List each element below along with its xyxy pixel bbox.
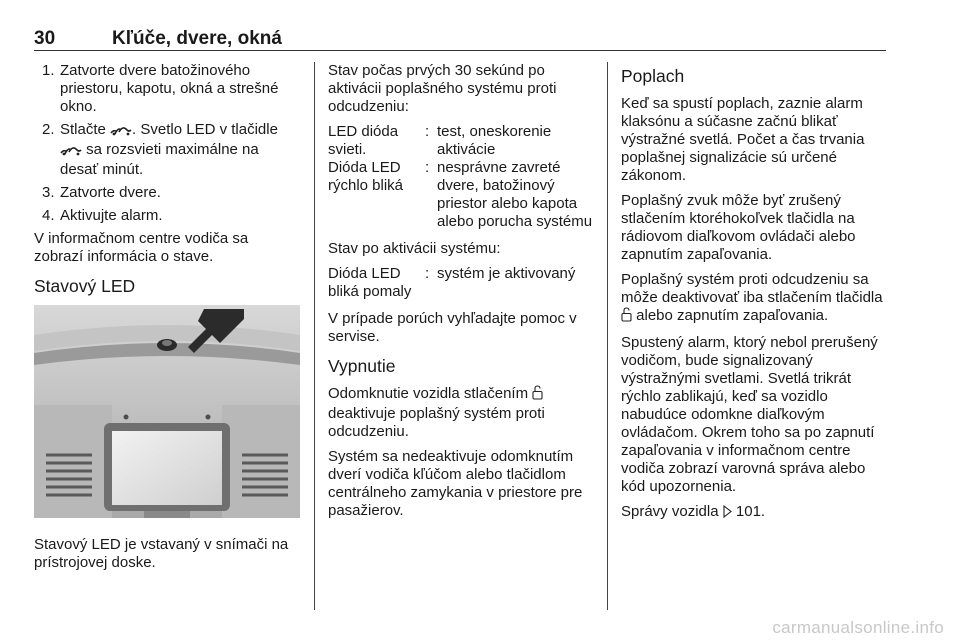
status-term: Dióda LED bliká pomaly [328,265,412,300]
step-text: Zatvorte dvere batožinového priestoru, kapotu, okná a strešné okno. [60,62,279,115]
alarm-deactivate-paragraph: Poplašný systém proti odcudzeniu sa môže deaktivovať iba stlačením tlačidla alebo zapnutím zapaľovania. [621,271,887,327]
section-heading-led: Stavový LED [34,276,136,296]
table-row: Dióda LED bliká pomaly : systém je aktivovaný [328,265,594,301]
led-status-table [328,123,594,231]
alarm-signal-paragraph: Spustený alarm, ktorý nebol prerušený vodičom, bude signalizovaný výstražnými svetlami. Svetlá trikrát rýchlo zablikajú, keď sa vozidlo nabudúce odomkne diaľkovým ovládačom. Okrem toho sa po zapnutí zapaľovania v informačnom centre vodiča zobrazí varovná správa alebo kód upozornenia. [621,334,878,495]
list-item: 4. Aktivujte alarm. [42,207,163,224]
column-divider [314,62,315,610]
after-activation-label: Stav po aktivácii systému: [328,240,501,257]
column-divider [607,62,608,610]
steps-list [34,62,300,225]
key-unlock-paragraph: Systém sa nedeaktivuje odomknutím dverí vodiča kľúčom alebo tlačidlom centrálneho zamykania v priestore pre pasažierov. [328,448,583,519]
led-status-after-table [328,265,594,301]
page-reference-arrow-icon [723,505,732,523]
table-row: Dióda LED rýchlo bliká : nesprávne zavreté dvere, batožinový priestor alebo kapota alebo porucha systému [328,159,593,230]
alarm-paragraph: Keď sa spustí poplach, zaznie alarm klaksónu a súčasne začnú blikať výstražné svetlá. Počet a čas trvania poplašnej signalizácie sú určené zákonom. [621,95,865,184]
list-item: 2. Stlačte . Svetlo LED v tlačidle sa rozsvieti maximálne na desať minút. [42,121,278,178]
status-intro: Stav počas prvých 30 sekúnd po aktivácii poplašného systému proti odcudzeniu: [328,62,557,115]
unlock-icon [621,307,632,327]
column-right [621,62,887,530]
photo-caption: Stavový LED je vstavaný v snímači na prístrojovej doske. [34,536,289,571]
service-paragraph: V prípade porúch vyhľadajte pomoc v servise. [328,310,577,345]
unlock-paragraph: Odomknutie vozidla stlačením deaktivuje poplašný systém proti odcudzeniu. [328,385,545,440]
list-item: 3. Zatvorte dvere. [42,184,161,201]
section-heading-alarm: Poplach [621,66,685,86]
table-row: LED dióda svieti. : test, oneskorenie aktivácie [328,123,594,159]
column-left [34,62,300,579]
header-divider [34,50,886,51]
status-term: LED dióda svieti. [328,123,399,158]
car-remote-signal-icon [60,143,82,161]
vehicle-messages-reference: Správy vozidla 101. [621,503,887,523]
list-item: 1. Zatvorte dvere batožinového priestoru, kapotu, okná a strešné okno. [42,62,279,115]
page-header [34,28,886,52]
status-desc: systém je aktivovaný [437,265,576,282]
status-desc: test, oneskorenie aktivácie [437,123,552,158]
section-heading-disable: Vypnutie [328,356,396,376]
status-desc: nesprávne zavreté dvere, batožinový priestor alebo kapota alebo porucha systému [437,159,593,230]
watermark: carmanualsonline.info [772,618,944,637]
page-title: Kľúče, dvere, okná [112,28,282,49]
status-info-paragraph: V informačnom centre vodiča sa zobrazí informácia o stave. [34,230,249,265]
car-remote-signal-icon [110,123,132,141]
status-term: Dióda LED rýchlo bliká [328,159,404,194]
column-middle [328,62,594,527]
page-number: 30 [34,28,56,49]
unlock-icon [532,385,543,405]
alarm-cancel-paragraph: Poplašný zvuk môže byť zrušený stlačením ktoréhokoľvek tlačidla na rádiovom diaľkovom ovládači alebo zapnutím zapaľovania. [621,192,856,263]
dashboard-led-photo [34,305,300,518]
